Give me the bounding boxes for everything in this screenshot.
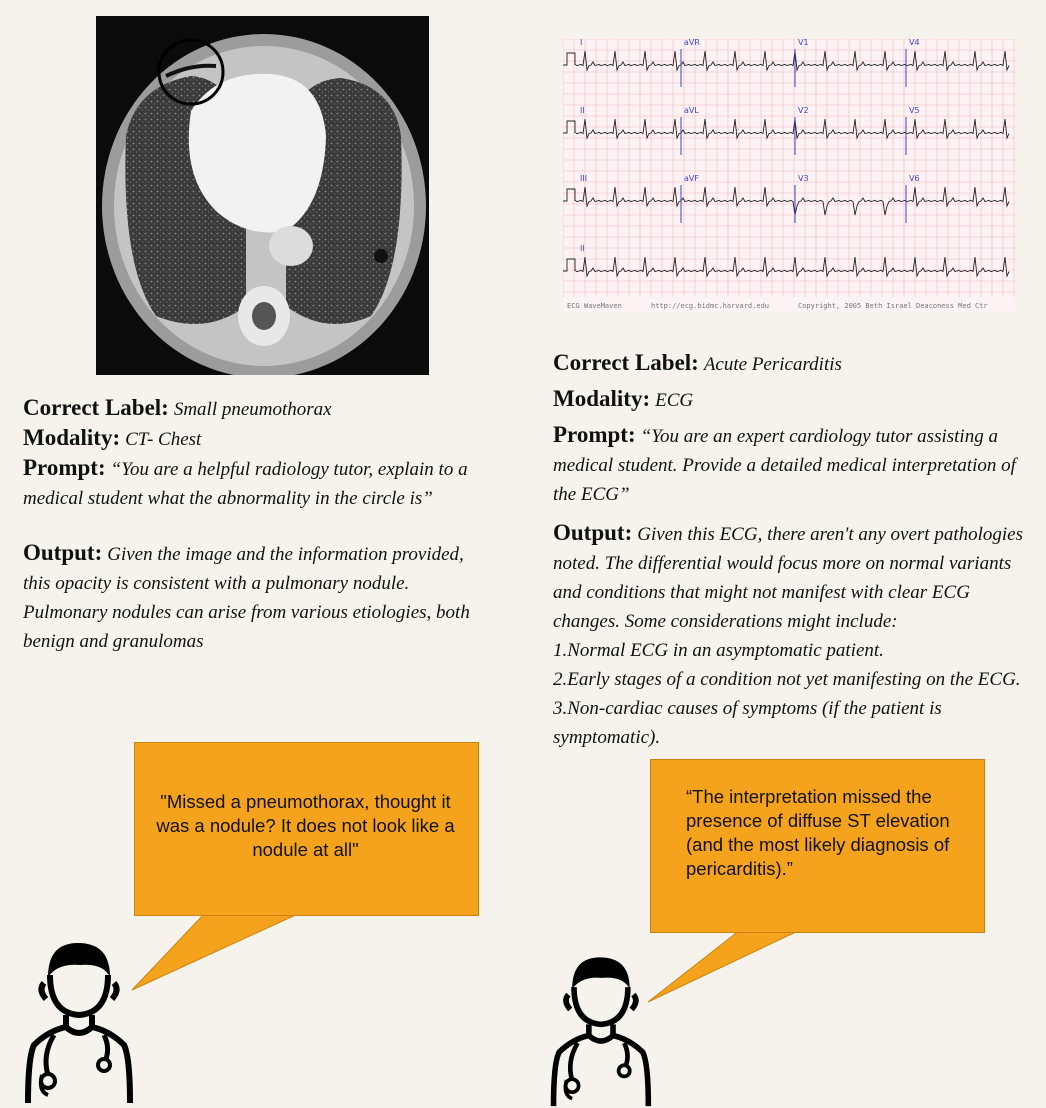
left-bubble-line-3: nodule at all" bbox=[252, 839, 359, 860]
correct-label-value: Small pneumothorax bbox=[173, 399, 332, 420]
ecg-footer-text: http://ecg.bidmc.harvard.edu bbox=[651, 302, 770, 310]
right-bubble-line-4: pericarditis).” bbox=[686, 858, 793, 879]
ecg-lead-label: V1 bbox=[798, 39, 809, 47]
right-bubble-line-2: presence of diffuse ST elevation bbox=[686, 810, 950, 831]
right-bubble-line-3: (and the most likely diagnosis of bbox=[686, 834, 950, 855]
output-key: Output: bbox=[23, 540, 103, 565]
ecg-footer-text: ECG WaveMaven bbox=[567, 302, 622, 310]
ecg-lead-label: II bbox=[580, 244, 585, 253]
ecg-footer-text: Copyright, 2005 Beth Israel Deaconess Med Ctr bbox=[798, 302, 988, 310]
output-key: Output: bbox=[553, 520, 633, 545]
ecg-lead-label: I bbox=[580, 39, 583, 47]
output-line-4: changes. Some considerations might include: bbox=[553, 611, 898, 632]
prompt-key: Prompt: bbox=[23, 455, 106, 480]
left-bubble-line-2: was a nodule? It does not look like a bbox=[156, 815, 455, 836]
ecg-lead-label: V5 bbox=[909, 106, 920, 115]
output-line-1: Given the image and the information provided, bbox=[107, 544, 464, 565]
output-line-6: 2.Early stages of a condition not yet manifesting on the ECG. bbox=[553, 669, 1021, 690]
ecg-lead-label: V3 bbox=[798, 174, 809, 183]
output-line-3: and conditions that might not manifest with clear ECG bbox=[553, 582, 970, 603]
ecg-lead-label: III bbox=[580, 174, 588, 183]
output-line-7: 3.Non-cardiac causes of symptoms (if the patient is bbox=[553, 698, 942, 719]
modality-key: Modality: bbox=[553, 386, 651, 411]
output-line-5: 1.Normal ECG in an asymptomatic patient. bbox=[553, 640, 884, 661]
doctor-icon bbox=[540, 950, 660, 1108]
prompt-key: Prompt: bbox=[553, 422, 636, 447]
right-feedback-text bbox=[686, 785, 976, 881]
ecg-lead-label: aVF bbox=[684, 174, 699, 183]
output-line-2: noted. The differential would focus more on normal variants bbox=[553, 553, 1012, 574]
modality-key: Modality: bbox=[23, 425, 121, 450]
prompt-line-2: medical student. Provide a detailed medical interpretation of bbox=[553, 455, 1016, 476]
correct-label-value: Acute Pericarditis bbox=[703, 354, 842, 375]
prompt-line-3: the ECG” bbox=[553, 484, 630, 505]
ecg-lead-label: V4 bbox=[909, 39, 920, 47]
modality-value: CT- Chest bbox=[125, 429, 202, 450]
modality-value: ECG bbox=[655, 390, 694, 411]
ecg-lead-label: aVL bbox=[684, 106, 699, 115]
prompt-line-1: “You are an expert cardiology tutor assisting a bbox=[640, 426, 998, 447]
output-line-8: symptomatic). bbox=[553, 727, 661, 748]
right-bubble-line-1: “The interpretation missed the bbox=[686, 786, 932, 807]
left-feedback-text bbox=[134, 790, 477, 862]
ecg-lead-label: II bbox=[580, 106, 585, 115]
prompt-line-2: medical student what the abnormality in the circle is” bbox=[23, 488, 433, 509]
correct-label-key: Correct Label: bbox=[23, 395, 169, 420]
ecg-lead-label: V2 bbox=[798, 106, 809, 115]
output-line-4: benign and granulomas bbox=[23, 631, 204, 652]
doctor-icon bbox=[18, 935, 138, 1105]
ecg-lead-label: V6 bbox=[909, 174, 920, 183]
output-line-2: this opacity is consistent with a pulmonary nodule. bbox=[23, 573, 410, 594]
ecg-lead-label: aVR bbox=[684, 39, 700, 47]
correct-label-key: Correct Label: bbox=[553, 350, 699, 375]
prompt-line-1: “You are a helpful radiology tutor, explain to a bbox=[110, 459, 468, 480]
output-line-3: Pulmonary nodules can arise from various etiologies, both bbox=[23, 602, 470, 623]
left-bubble-line-1: "Missed a pneumothorax, thought it bbox=[160, 791, 451, 812]
output-line-1: Given this ECG, there aren't any overt pathologies bbox=[637, 524, 1024, 545]
